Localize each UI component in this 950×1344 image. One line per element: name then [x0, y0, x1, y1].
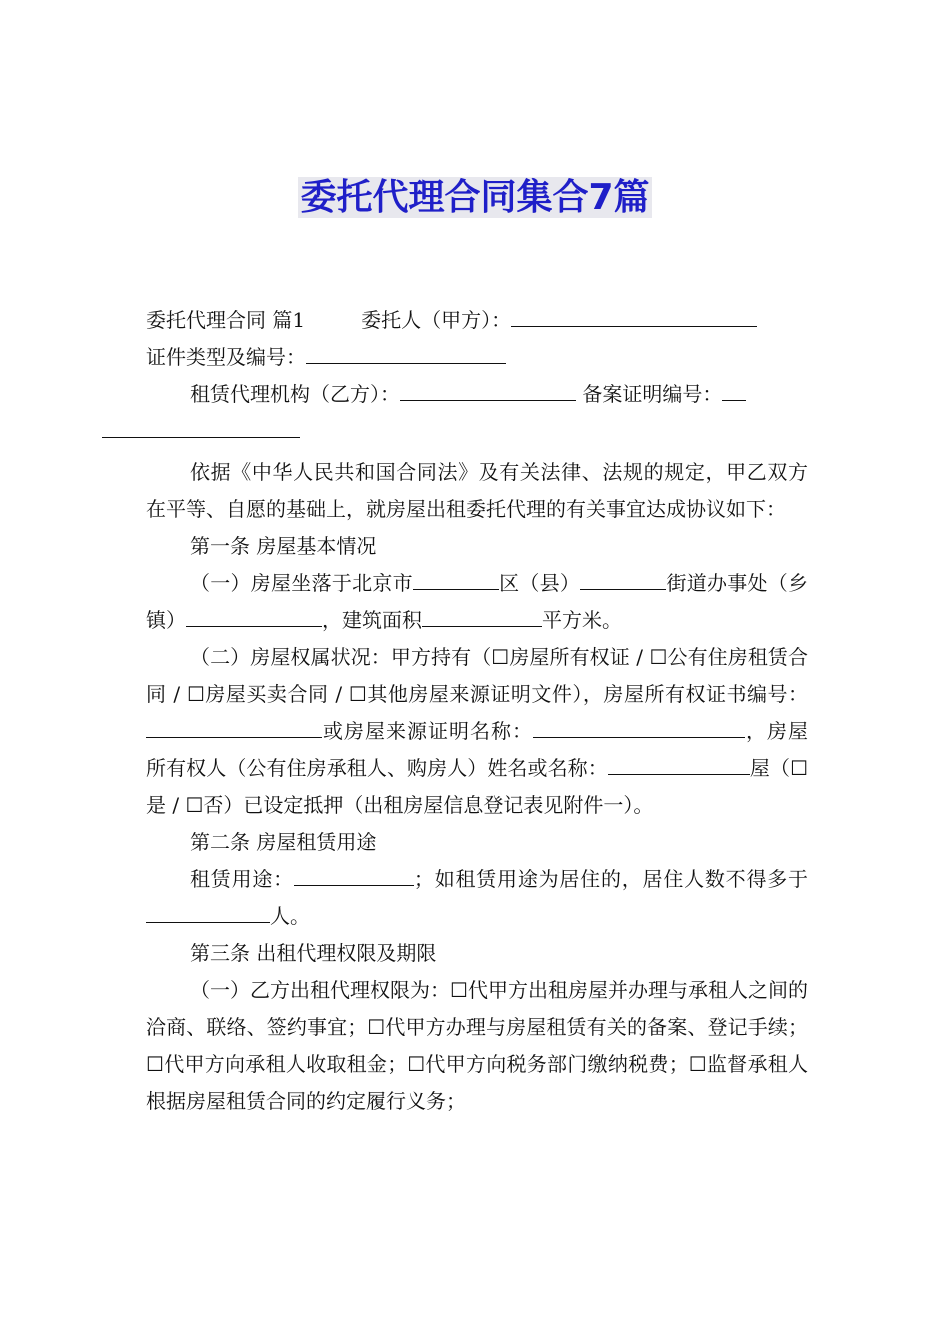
location-text-c: 街道办事处（乡镇） [146, 571, 809, 632]
usage-text-a: 租赁用途： [190, 867, 294, 891]
record-blank-b [102, 413, 300, 438]
town-blank [186, 602, 322, 627]
heading-article-2: 第二条 房屋租赁用途 [190, 830, 377, 854]
agent-label: 租赁代理机构（乙方）： [190, 382, 400, 406]
ownership-text-a: （二）房屋权属状况：甲方持有（☐房屋所有权证 / ☐公有住房租赁合同 / ☐房屋买卖合同 / ☐其他房屋来源证明文件），房屋所有权证书编号： [146, 645, 808, 706]
usage-text-b: ；如租赁用途为居住的，居住人数不得多于 [413, 867, 809, 891]
paragraph-ownership [146, 639, 808, 824]
paragraph-location [146, 565, 808, 639]
record-label: 备案证明编号： [582, 382, 723, 406]
principal-blank [511, 302, 757, 327]
id-label: 证件类型及编号： [146, 345, 306, 369]
location-text-e: 平方米。 [542, 608, 622, 632]
heading-article-1: 第一条 房屋基本情况 [190, 534, 377, 558]
ownership-text-b: 或房屋来源证明名称： [322, 719, 533, 743]
paragraph-basis: 依据《中华人民共和国合同法》及有关法律、法规的规定，甲乙双方在平等、自愿的基础上，就房屋出租委托代理的有关事宜达成协议如下： [146, 460, 808, 521]
ownership-text-c: ，房屋所有权人（公有住房承租人、购房人）姓名或名称： [146, 719, 808, 780]
ownership-text-d: 屋（☐是 / ☐否）已设定抵押（出租房屋信息登记表见附件一）。 [146, 756, 808, 817]
document-title [0, 172, 950, 224]
principal-label: 委托人（甲方）： [361, 308, 512, 332]
location-text-d: ，建筑面积 [322, 608, 422, 632]
document-body [146, 302, 808, 1120]
agent-blank [400, 376, 576, 401]
heading-article-3: 第三条 出租代理权限及期限 [190, 941, 437, 965]
record-blank-a [722, 376, 746, 401]
district-blank [413, 565, 499, 590]
certificate-blank [146, 713, 322, 738]
id-blank [306, 339, 506, 364]
title-text: 委托代理合同集合7篇 [300, 177, 650, 218]
location-text-a: （一）房屋坐落于北京市 [190, 571, 413, 595]
area-blank [422, 602, 542, 627]
paragraph-authority: （一）乙方出租代理权限为：☐代甲方出租房屋并办理与承租人之间的洽商、联络、签约事宜；☐代甲方办理与房屋租赁有关的备案、登记手续；☐代甲方向承租人收取租金；☐代甲方向税务部门缴纳税费；☐监督承租人根据房屋租赁合同的约定履行义务； [146, 978, 808, 1113]
source-blank [533, 713, 745, 738]
usage-blank [294, 861, 414, 886]
street-blank [580, 565, 666, 590]
usage-text-c: 人。 [270, 904, 310, 928]
paragraph-parties [146, 302, 808, 339]
location-text-b: 区（县） [498, 571, 581, 595]
paragraph-usage [146, 861, 808, 935]
paragraph-id [146, 339, 808, 376]
paragraph-agent [146, 376, 808, 450]
contract-heading: 委托代理合同 篇1 [146, 308, 306, 332]
owner-blank [608, 750, 750, 775]
occupants-blank [146, 898, 270, 923]
